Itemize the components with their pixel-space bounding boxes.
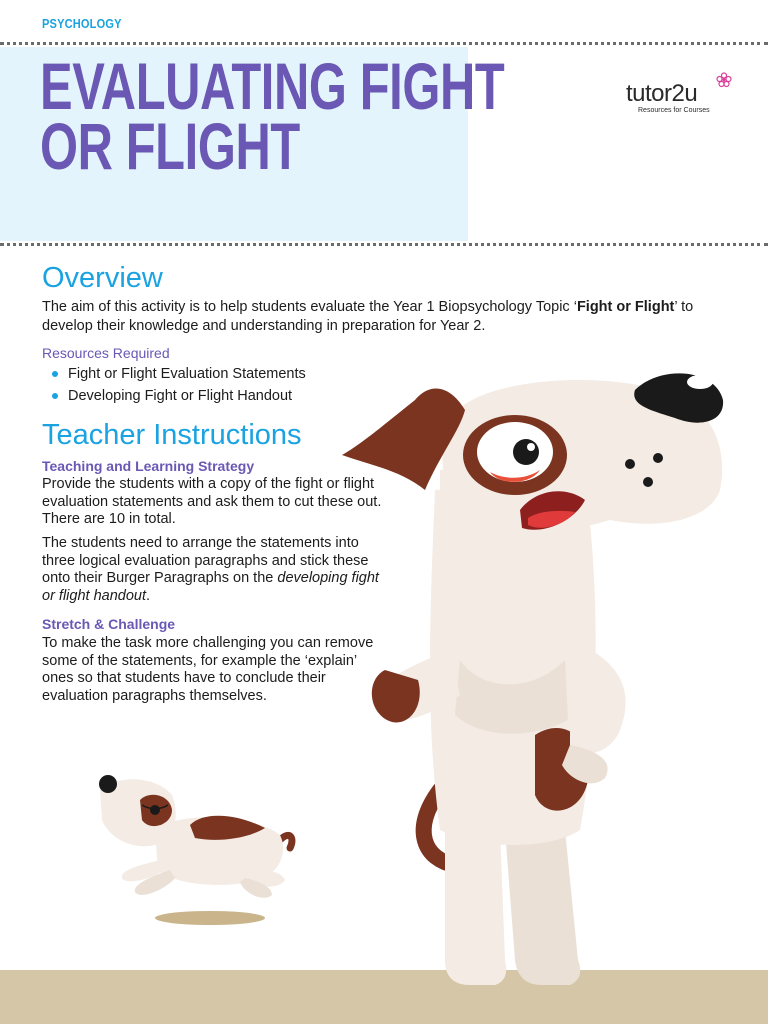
resources-list (48, 363, 306, 407)
overview-heading: Overview (42, 262, 163, 294)
small-dog-illustration (80, 770, 310, 935)
subject-label: PSYCHOLOGY (42, 16, 122, 31)
tutor2u-logo (626, 74, 736, 118)
resources-heading: Resources Required (42, 345, 170, 361)
arrange-text-end: . (146, 587, 151, 604)
strategy-text: Provide the students with a copy of the fight or flight evaluation statements and ask them to cut these out. There are 10 in total. (42, 476, 382, 527)
bottom-dotted-divider (0, 243, 768, 246)
top-dotted-divider (0, 42, 768, 45)
resource-item: Developing Fight or Flight Handout (48, 385, 306, 407)
challenge-text: To make the task more challenging you can remove some of the statements, for example the ‘explain’ ones so that students have to conclude their evaluation paragraphs themselves. (42, 635, 374, 704)
logo-wordmark: tutor2u (626, 80, 698, 107)
title-line-1: EVALUATING FIGHT (40, 49, 505, 123)
arrange-text-start: The students need to arrange the statements into three logical evaluation paragraphs and stick these onto their Burger Paragraphs on the (42, 535, 369, 586)
big-dog-illustration (330, 360, 740, 1000)
overview-text-bold: Fight or Flight (576, 299, 675, 315)
strategy-heading: Teaching and Learning Strategy (42, 458, 255, 474)
challenge-heading: Stretch & Challenge (42, 616, 176, 632)
overview-text (42, 298, 702, 336)
overview-text-start: The aim of this activity is to help students evaluate the Year 1 Biopsychology Topic ‘ (42, 299, 577, 315)
resource-item: Fight or Flight Evaluation Statements (48, 363, 306, 385)
flower-icon (716, 72, 732, 88)
page-title (40, 49, 505, 183)
arrange-text-italic: developing fight or flight handout (42, 570, 379, 604)
title-line-2: OR FLIGHT (40, 109, 300, 183)
logo-tagline: Resources for Courses (638, 107, 710, 114)
teacher-instructions-heading: Teacher Instructions (42, 419, 302, 451)
overview-text-end: ’ to develop their knowledge and understanding in preparation for Year 2. (42, 299, 694, 334)
